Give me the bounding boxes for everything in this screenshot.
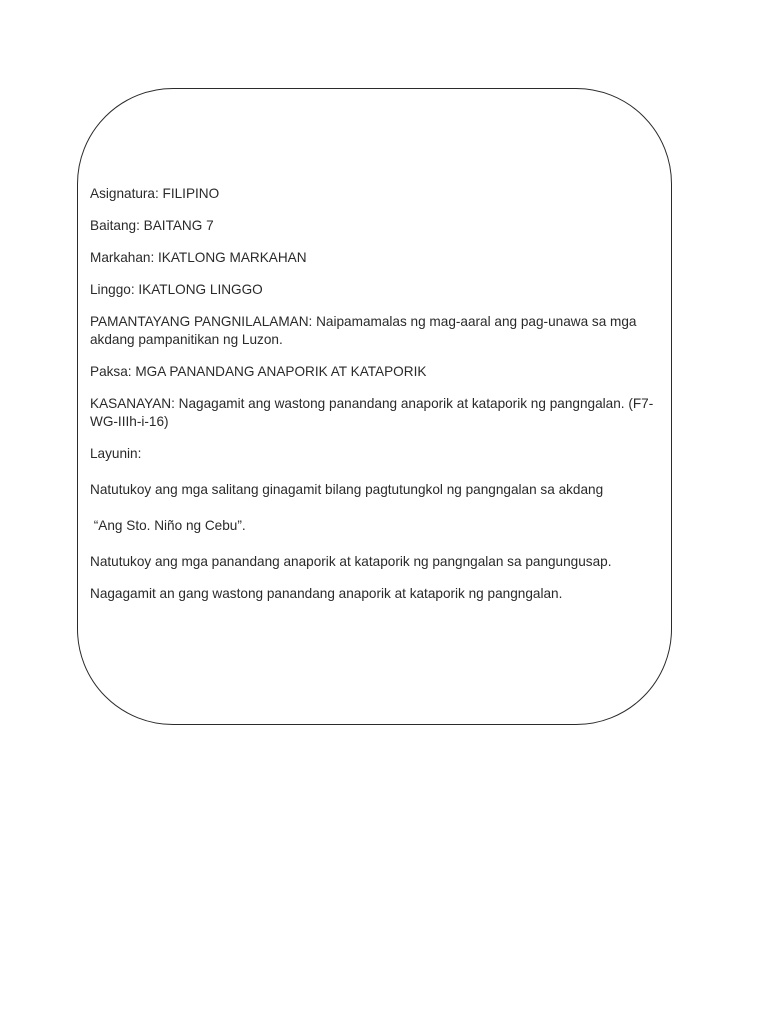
asignatura-line: Asignatura: FILIPINO (90, 186, 220, 201)
objective-item: Natutukoy ang mga salitang ginagamit bilang pagtutungkol ng pangngalan sa akdang (90, 482, 604, 497)
objective-item: Nagagamit an gang wastong panandang anaporik at kataporik ng pangngalan. (90, 586, 563, 601)
layunin-label: Layunin: (90, 446, 142, 461)
baitang-line: Baitang: BAITANG 7 (90, 218, 214, 233)
kasanayan-paragraph: KASANAYAN: Nagagamit ang wastong panandang anaporik at kataporik ng pangngalan. (F7-WG-IIIh-i-16) (90, 396, 654, 429)
pamantayan-paragraph: PAMANTAYANG PANGNILALAMAN: Naipamamalas ng mag-aaral ang pag-unawa sa mga akdang pampanitikan ng Luzon. (90, 314, 637, 347)
markahan-line: Markahan: IKATLONG MARKAHAN (90, 250, 307, 265)
linggo-line: Linggo: IKATLONG LINGGO (90, 282, 263, 297)
objective-item: Natutukoy ang mga panandang anaporik at kataporik ng pangngalan sa pangungusap. (90, 554, 612, 569)
lesson-info (90, 185, 660, 603)
paksa-line: Paksa: MGA PANANDANG ANAPORIK AT KATAPORIK (90, 364, 427, 379)
objective-item: “Ang Sto. Niño ng Cebu”. (90, 518, 246, 533)
